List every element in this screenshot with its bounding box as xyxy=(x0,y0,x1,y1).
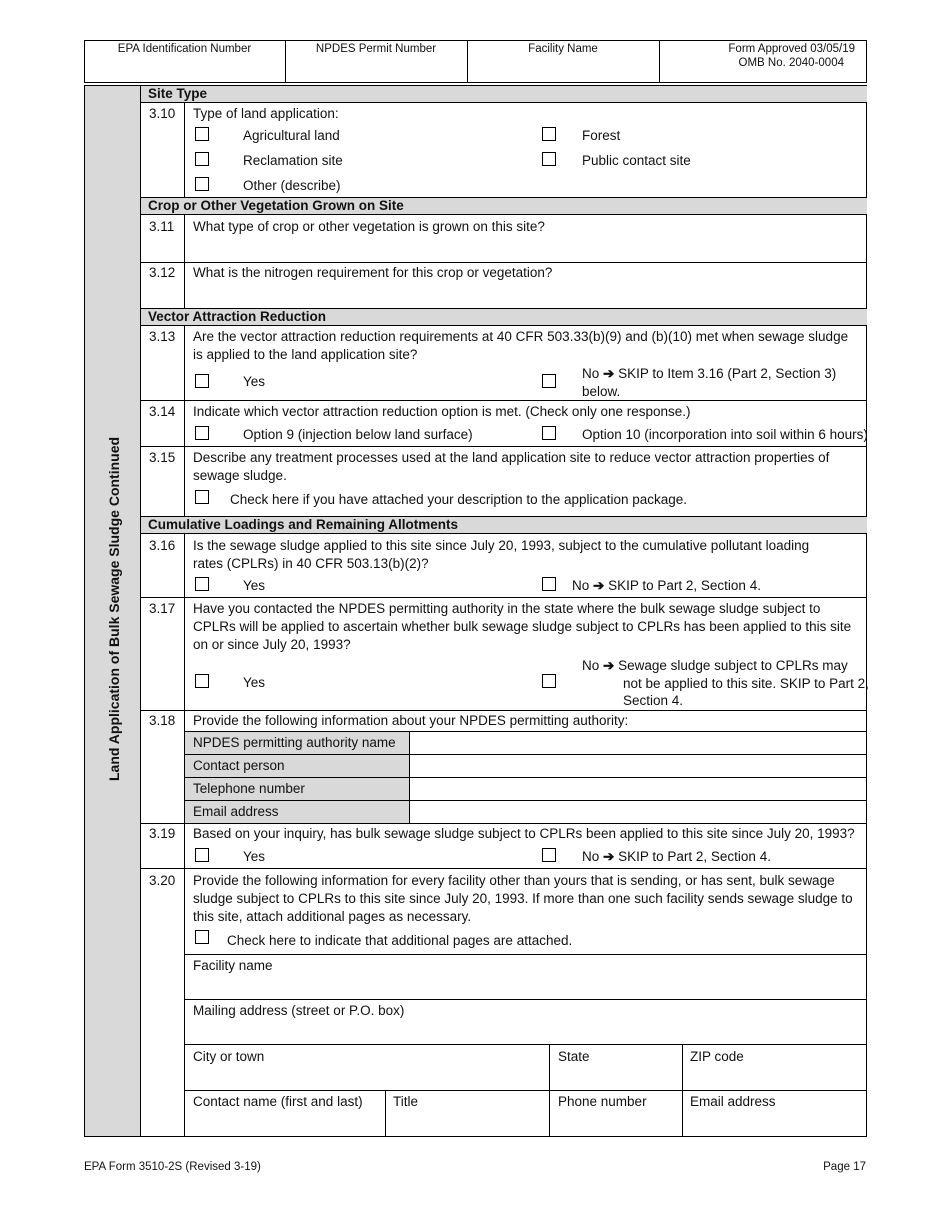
label-reclamation: Reclamation site xyxy=(243,153,343,168)
section-vector-title: Vector Attraction Reduction xyxy=(148,309,327,324)
label-q315-attached: Check here if you have attached your description to the application package. xyxy=(230,492,688,507)
row-email-label: Email address xyxy=(193,804,279,819)
title-input[interactable] xyxy=(386,1111,549,1136)
epa-id-label: EPA Identification Number xyxy=(117,43,252,55)
q313-number: 3.13 xyxy=(149,329,176,344)
footer-form-number: EPA Form 3510-2S (Revised 3-19) xyxy=(84,1161,261,1173)
facility-name-input[interactable] xyxy=(186,975,866,999)
label-q319-yes: Yes xyxy=(243,849,266,864)
checkbox-forest[interactable] xyxy=(542,127,556,141)
row-authority-name-label: NPDES permitting authority name xyxy=(193,735,396,750)
label-q317-no xyxy=(582,657,848,675)
q318-text: Provide the following information about your NPDES permitting authority: xyxy=(193,713,629,728)
label-option10: Option 10 (incorporation into soil within 6 hours) xyxy=(582,427,868,442)
checkbox-option9[interactable] xyxy=(195,426,209,440)
omb-number: OMB No. 2040-0004 xyxy=(738,57,844,69)
q319-no-tail: SKIP to Part 2, Section 4. xyxy=(618,849,771,864)
checkbox-q316-yes[interactable] xyxy=(195,577,209,591)
city-label: City or town xyxy=(193,1049,265,1064)
npdes-permit-label: NPDES Permit Number xyxy=(315,43,437,55)
q314-text: Indicate which vector attraction reduction option is met. (Check only one response.) xyxy=(193,404,691,419)
label-q320-attached: Check here to indicate that additional pages are attached. xyxy=(227,933,573,948)
email-address-label: Email address xyxy=(690,1094,776,1109)
section-cumulative-title: Cumulative Loadings and Remaining Allotments xyxy=(148,517,459,532)
contact-name-input[interactable] xyxy=(186,1111,385,1136)
q316-no-tail: SKIP to Part 2, Section 4. xyxy=(608,578,761,593)
email-field[interactable] xyxy=(410,801,866,823)
q317-number: 3.17 xyxy=(149,601,176,616)
section-crop-title: Crop or Other Vegetation Grown on Site xyxy=(148,198,404,213)
label-q316-no xyxy=(572,577,761,595)
telephone-field[interactable] xyxy=(410,778,866,800)
form-approved: Form Approved 03/05/19 xyxy=(728,43,855,55)
section-site-type-title: Site Type xyxy=(148,86,208,101)
mailing-address-input[interactable] xyxy=(186,1020,866,1044)
right-arrow-icon: ➔ xyxy=(603,849,615,864)
zip-input[interactable] xyxy=(683,1066,866,1090)
q320-text: Provide the following information for every facility other than yours that is sending, or has sent, bulk sewage sludge subject to CPLRs to this site since July 20, 1993. If more than one such facility sends sewage sludge to this site, attach additional pages as necessary. xyxy=(193,873,853,924)
checkbox-other[interactable] xyxy=(195,177,209,191)
checkbox-q319-yes[interactable] xyxy=(195,848,209,862)
row-telephone-label: Telephone number xyxy=(193,781,305,796)
q319-no-word: No xyxy=(582,849,600,864)
q319-text: Based on your inquiry, has bulk sewage sludge subject to CPLRs been applied to this site since July 20, 1993? xyxy=(193,826,855,841)
checkbox-q317-no[interactable] xyxy=(542,674,556,688)
q312-answer-field[interactable] xyxy=(185,284,866,308)
label-q319-no xyxy=(582,848,771,866)
q311-text: What type of crop or other vegetation is grown on this site? xyxy=(193,219,545,234)
right-arrow-icon: ➔ xyxy=(603,658,615,673)
checkbox-q315-attached[interactable] xyxy=(195,490,209,504)
mailing-address-label: Mailing address (street or P.O. box) xyxy=(193,1003,405,1018)
phone-label: Phone number xyxy=(558,1094,647,1109)
right-arrow-icon: ➔ xyxy=(603,366,615,381)
q317-no-tail2: not be applied to this site. SKIP to Part 2, xyxy=(623,676,869,691)
q319-number: 3.19 xyxy=(149,826,176,841)
checkbox-q313-yes[interactable] xyxy=(195,374,209,388)
checkbox-q320-attached[interactable] xyxy=(195,930,209,944)
q313-text: Are the vector attraction reduction requirements at 40 CFR 503.33(b)(9) and (b)(10) met when sewage sludge is applied to the land application site? xyxy=(193,329,849,362)
q320-number: 3.20 xyxy=(149,873,176,888)
q317-no-word: No xyxy=(582,658,600,673)
q312-text: What is the nitrogen requirement for this crop or vegetation? xyxy=(193,265,553,280)
q317-text: Have you contacted the NPDES permitting authority in the state where the bulk sewage sludge subject to CPLRs will be applied to ascertain whether bulk sewage sludge subject to CPLRs has been applied to this site on or since July 20, 1993? xyxy=(193,601,852,652)
label-forest: Forest xyxy=(582,128,621,143)
state-label: State xyxy=(558,1049,590,1064)
q313-no-tail2: below. xyxy=(582,384,621,399)
facility-name-label: Facility Name xyxy=(528,43,598,55)
q313-no-word: No xyxy=(582,366,600,381)
phone-input[interactable] xyxy=(550,1111,682,1136)
contact-person-field[interactable] xyxy=(410,755,866,777)
facility-name-cell-label: Facility name xyxy=(193,958,273,973)
side-label: Land Application of Bulk Sewage Sludge Continued xyxy=(106,436,122,781)
right-arrow-icon: ➔ xyxy=(593,578,605,593)
section-site-type xyxy=(141,85,867,103)
contact-name-label: Contact name (first and last) xyxy=(193,1094,363,1109)
q316-text: Is the sewage sludge applied to this site since July 20, 1993, subject to the cumulative pollutant loading rates (CPLRs) in 40 CFR 503.13(b)(2)? xyxy=(193,538,810,571)
city-input[interactable] xyxy=(186,1066,549,1090)
q315-number: 3.15 xyxy=(149,450,176,465)
label-other: Other (describe) xyxy=(243,178,341,193)
q316-number: 3.16 xyxy=(149,538,176,553)
q312-number: 3.12 xyxy=(149,265,176,280)
footer-page-number: Page 17 xyxy=(823,1161,866,1173)
authority-name-field[interactable] xyxy=(410,732,866,754)
q314-number: 3.14 xyxy=(149,404,176,419)
checkbox-q319-no[interactable] xyxy=(542,848,556,862)
checkbox-option10[interactable] xyxy=(542,426,556,440)
q317-no-tail3: Section 4. xyxy=(623,693,684,708)
label-option9: Option 9 (injection below land surface) xyxy=(243,427,473,442)
q317-no-tail1: Sewage sludge subject to CPLRs may xyxy=(618,658,848,673)
q311-number: 3.11 xyxy=(149,219,175,234)
label-q317-yes: Yes xyxy=(243,675,266,690)
checkbox-q313-no[interactable] xyxy=(542,374,556,388)
label-q313-no xyxy=(582,365,836,383)
label-q313-yes: Yes xyxy=(243,374,266,389)
state-input[interactable] xyxy=(550,1066,682,1090)
checkbox-q316-no[interactable] xyxy=(542,577,556,591)
q316-no-word: No xyxy=(572,578,590,593)
checkbox-q317-yes[interactable] xyxy=(195,674,209,688)
q315-text: Describe any treatment processes used at the land application site to reduce vector attraction properties of sewage sludge. xyxy=(193,450,830,483)
checkbox-reclamation[interactable] xyxy=(195,152,209,166)
label-q316-yes: Yes xyxy=(243,578,266,593)
checkbox-agricultural[interactable] xyxy=(195,127,209,141)
q310-number: 3.10 xyxy=(149,106,176,121)
email-address-input[interactable] xyxy=(683,1111,866,1136)
zip-label: ZIP code xyxy=(690,1049,744,1064)
q310-text: Type of land application: xyxy=(193,106,339,121)
q313-no-tail: SKIP to Item 3.16 (Part 2, Section 3) xyxy=(618,366,837,381)
row-contact-person-label: Contact person xyxy=(193,758,285,773)
q318-number: 3.18 xyxy=(149,713,176,728)
q311-answer-field[interactable] xyxy=(185,238,866,262)
label-public-contact: Public contact site xyxy=(582,153,691,168)
label-agricultural: Agricultural land xyxy=(243,128,340,143)
title-label: Title xyxy=(393,1094,419,1109)
checkbox-public-contact[interactable] xyxy=(542,152,556,166)
